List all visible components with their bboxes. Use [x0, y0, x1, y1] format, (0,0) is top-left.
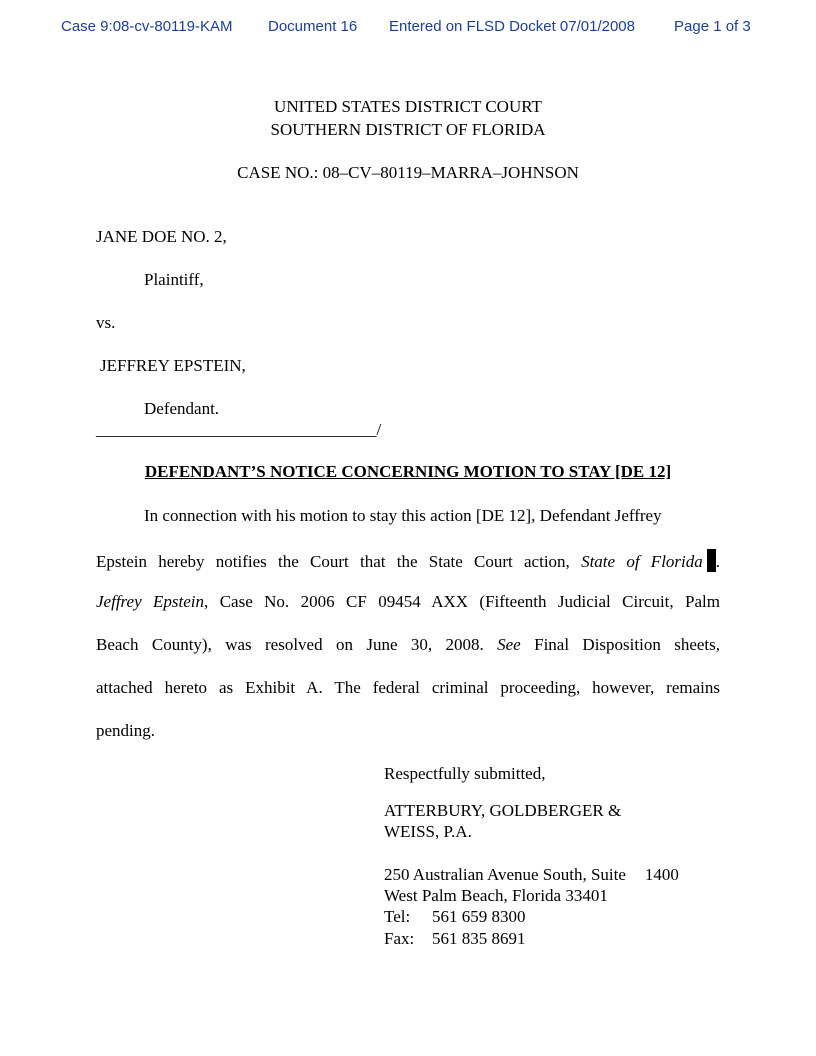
stamp-page: Page 1 of 3	[674, 18, 751, 35]
stamp-case: Case 9:08-cv-80119-KAM	[61, 18, 233, 35]
stamp-entered: Entered on FLSD Docket 07/01/2008	[389, 18, 635, 35]
body-line-1: In connection with his motion to stay this action [DE 12], Defendant Jeffrey	[144, 506, 662, 525]
fax: Fax: 561 835 8691	[384, 929, 526, 948]
body-line-3: Jeffrey Epstein, Case No. 2006 CF 09454 AXX (Fifteenth Judicial Circuit, Palm	[96, 592, 720, 611]
court-district: SOUTHERN DISTRICT OF FLORIDA	[270, 120, 546, 139]
plaintiff-role: Plaintiff,	[144, 270, 204, 289]
body-line-2: Epstein hereby notifies the Court that the State Court action, State of Florida .	[96, 549, 720, 572]
telephone: Tel: 561 659 8300	[384, 907, 526, 926]
case-style-state: State of Florida	[581, 552, 703, 571]
body-line-5: attached hereto as Exhibit A. The federal criminal proceeding, however, remains	[96, 678, 720, 697]
defendant-role: Defendant.	[144, 399, 220, 418]
firm-name-line-2: WEISS, P.A.	[384, 822, 472, 841]
closing: Respectfully submitted,	[384, 764, 546, 783]
redaction-mark	[707, 549, 716, 572]
body-line-6: pending.	[96, 721, 156, 740]
court-name: UNITED STATES DISTRICT COURT	[274, 97, 542, 116]
suite-number: 1400	[644, 865, 679, 884]
caption-rule: _________________________________/	[96, 420, 382, 439]
versus: vs.	[96, 313, 116, 332]
body-line-4: Beach County), was resolved on June 30, 2008. See Final Disposition sheets,	[96, 635, 720, 654]
document-title: DEFENDANT’S NOTICE CONCERNING MOTION TO STAY [DE 12]	[144, 462, 672, 481]
defendant-name: JEFFREY EPSTEIN,	[100, 356, 246, 375]
case-style-defendant: Jeffrey Epstein	[96, 592, 205, 611]
case-number: CASE NO.: 08–CV–80119–MARRA–JOHNSON	[237, 163, 579, 182]
firm-name-line-1: ATTERBURY, GOLDBERGER &	[384, 801, 622, 820]
address-line-2: West Palm Beach, Florida 33401	[384, 886, 608, 905]
stamp-document: Document 16	[268, 18, 358, 35]
plaintiff-name: JANE DOE NO. 2,	[96, 227, 227, 246]
see-signal: See	[497, 635, 521, 654]
address-line-1: 250 Australian Avenue South, Suite 1400	[384, 865, 679, 884]
